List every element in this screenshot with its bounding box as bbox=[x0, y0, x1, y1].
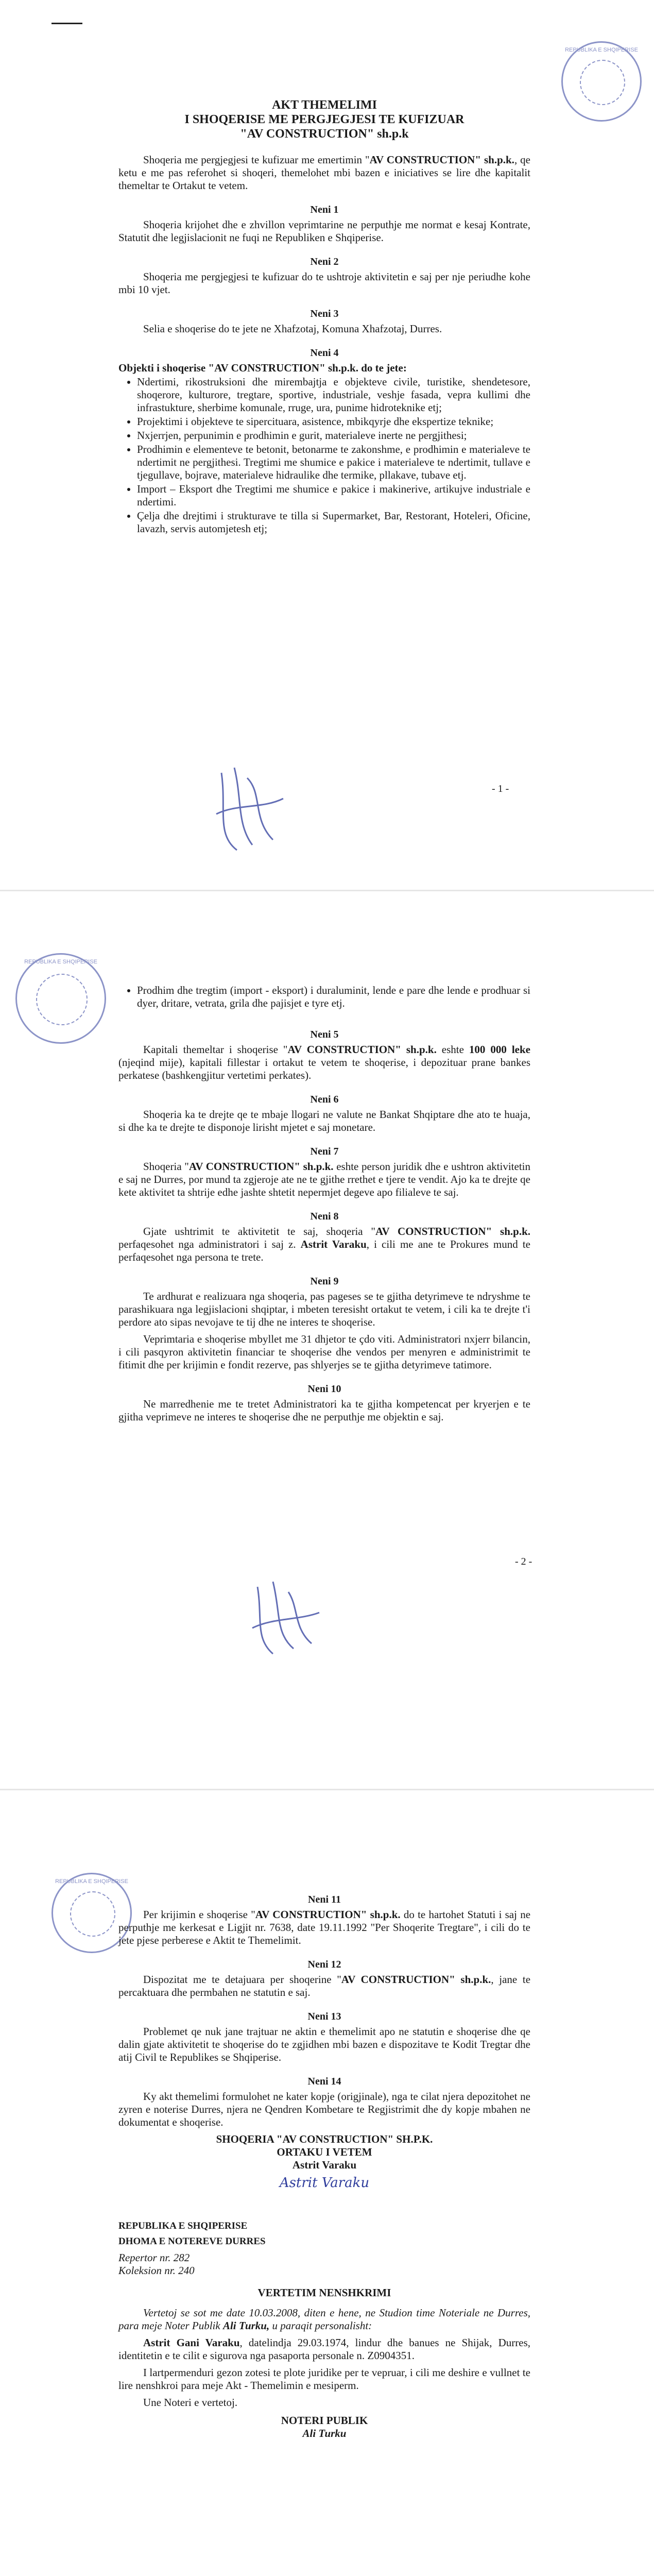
stamp-text: REPUBLIKA E SHQIPERISE bbox=[565, 47, 638, 53]
notary-name-inline: Ali Turku, bbox=[222, 2319, 270, 2332]
neni-8-text-a: Gjate ushtrimit te aktivitetit te saj, shoqeria " bbox=[143, 1225, 376, 1238]
neni-9-paragraph-1: Te ardhurat e realizuara nga shoqeria, pas pageses se te gjitha detyrimeve te ndryshme te parashikuara nga legjislacioni shqiptar, i mbeten teresisht ortakut te vetem, i cili ka te drejte t'i perdore ato sipas nevojave te tij dhe ne interes te shoqerise. bbox=[118, 1290, 530, 1328]
page-3-body bbox=[118, 1893, 530, 2440]
neni-12-text bbox=[118, 1973, 530, 1999]
neni-7-text-a: Shoqeria " bbox=[143, 1160, 189, 1173]
neni-7-text bbox=[118, 1160, 530, 1199]
stamp-text: REPUBLIKA E SHQIPERISE bbox=[55, 1878, 128, 1885]
object-list bbox=[124, 376, 530, 535]
intro-paragraph bbox=[118, 154, 530, 192]
neni-4-heading: Objekti i shoqerise "AV CONSTRUCTION" sh.p.k. do te jete: bbox=[118, 362, 407, 374]
neni-1-text: Shoqeria krijohet dhe e zhvillon veprimtarine ne perputhje me normat e kesaj Kontrate, Statutit dhe legjislacionit ne fuqi ne Republiken e Shqiperise. bbox=[118, 218, 530, 244]
neni-10-text: Ne marredhenie me te tretet Administratori ka te gjitha kompetencat per kryerjen e te gjitha veprimeve ne interes te shoqerise dhe ne perputhje me objektin e saj. bbox=[118, 1398, 530, 1423]
page-number: - 1 - bbox=[492, 783, 509, 794]
capital-amount: 100 000 leke bbox=[469, 1043, 531, 1056]
neni-9-title: Neni 9 bbox=[310, 1276, 339, 1287]
neni-9-paragraph-2: Veprimtaria e shoqerise mbyllet me 31 dhjetor te çdo viti. Administratori nxjerr bilancin, i cili pasqyron aktivitetin financiar te shoqerise dhe vendos per menyren e administrimit te fitimit dhe per krijimin e fondit rezerve, pas shlyerjes se te gjitha detyrimeve tatimore. bbox=[118, 1333, 530, 1371]
list-item: • Prodhim dhe tregtim (import - eksport) i duraluminit, lende e pare dhe lende e prodhuar si dyer, dritare, vetrata, grila dhe pajisjet e tyre etj. bbox=[137, 984, 530, 1010]
doc-title-line-2: I SHOQERISE ME PERGJEGJESI TE KUFIZUAR bbox=[184, 113, 464, 126]
notary-header-2: DHOMA E NOTEREVE DURRES bbox=[118, 2236, 266, 2247]
vertetim-paragraph-3: I lartpermenduri gezon zotesi te plote juridike per te vepruar, i cili me deshire e vullnet te lire nenshkroi para meje Akt - Themelimin e mesiperm. bbox=[118, 2366, 530, 2392]
neni-13-title: Neni 13 bbox=[307, 2011, 341, 2022]
repertor-number: Repertor nr. 282 bbox=[118, 2251, 190, 2264]
neni-4-title: Neni 4 bbox=[310, 347, 339, 359]
list-item: • Projektimi i objekteve te sipercituara, asistence, mbikqyrje dhe ekspertize teknike; bbox=[137, 415, 530, 428]
neni-8-text bbox=[118, 1225, 530, 1264]
signature-icon bbox=[206, 762, 288, 855]
page-1-body bbox=[118, 98, 530, 536]
notary-name: Ali Turku bbox=[302, 2427, 347, 2439]
neni-12-text-b: , jane te percaktuara dhe permbahen ne statutin e saj. bbox=[118, 1973, 531, 1998]
document-page-3 bbox=[0, 1790, 654, 2576]
neni-6-text: Shoqeria ka te drejte qe te mbaje llogari ne valute ne Bankat Shqiptare dhe ato te huaja, si dhe ka te drejte te disponoje lirisht mjetet e saj monetare. bbox=[118, 1108, 530, 1133]
neni-3-title: Neni 3 bbox=[310, 308, 339, 319]
vertetim-text-c: , datelindja 29.03.1974, lindur dhe banues ne Shijak, Durres, identitetin e te cilit e sigurova nga pasaporta personale n. Z0904351. bbox=[118, 2336, 530, 2362]
neni-13-text: Problemet qe nuk jane trajtuar ne aktin e themelimit apo ne statutin e shoqerise dhe qe dalin gjate aktivitetit te shoqerise do te zgjidhen mbi bazen e dispozitave te Kodit Tregtar dhe atij Civil te Republikes se Shqiperise. bbox=[118, 2025, 530, 2063]
neni-14-text: Ky akt themelimi formulohet ne kater kopje (origjinale), nga te cilat njera depozitohet ne zyren e noterise Durres, njera ne Qendren Kombetare te Regjistrimit dhe dy kopje mbahen ne dokumentat e shoqerise. bbox=[118, 2090, 530, 2128]
neni-5-text bbox=[118, 1043, 530, 1082]
neni-2-title: Neni 2 bbox=[310, 256, 339, 267]
doc-title-line-3: "AV CONSTRUCTION" sh.p.k bbox=[240, 127, 409, 141]
page-number: - 2 - bbox=[515, 1556, 532, 1567]
notary-stamp-icon bbox=[15, 953, 106, 1044]
signature-icon bbox=[242, 1571, 324, 1659]
list-item: • Çelja dhe drejtimi i strukturave te tilla si Supermarket, Bar, Restorant, Hoteleri, Oficine, lavazh, servis automjetesh etj; bbox=[137, 510, 530, 535]
neni-3-text: Selia e shoqerise do te jete ne Xhafzotaj, Komuna Xhafzotaj, Durres. bbox=[143, 323, 442, 335]
object-list-continued bbox=[124, 984, 530, 1010]
company-name: AV CONSTRUCTION" sh.p.k. bbox=[255, 1908, 401, 1921]
list-item: • Nxjerrjen, perpunimin e prodhimin e gurit, materialeve inerte ne pergjithesi; bbox=[137, 429, 530, 442]
neni-11-text bbox=[118, 1908, 530, 1947]
signatory-role: ORTAKU I VETEM bbox=[277, 2146, 372, 2158]
person-name: Astrit Gani Varaku bbox=[143, 2336, 240, 2349]
neni-5-title: Neni 5 bbox=[310, 1029, 339, 1040]
company-name: AV CONSTRUCTION" sh.p.k. bbox=[369, 154, 514, 166]
handwritten-signature: Astrit Varaku bbox=[279, 2175, 370, 2191]
vertetim-paragraph-2 bbox=[118, 2336, 530, 2362]
neni-5-text-c: (njeqind mije), kapitali fillestar i ortakut te vetem te shoqerise, i depozituar prane bankes perkatese (bashkengjitur vertetimi perkates). bbox=[118, 1056, 530, 1081]
notary-title: NOTERI PUBLIK bbox=[281, 2414, 368, 2427]
neni-6-title: Neni 6 bbox=[310, 1094, 339, 1105]
top-dash-mark bbox=[51, 23, 82, 24]
vertetim-paragraph-1 bbox=[118, 2307, 530, 2332]
neni-8-title: Neni 8 bbox=[310, 1211, 339, 1222]
administrator-name: Astrit Varaku bbox=[300, 1238, 367, 1250]
neni-7-title: Neni 7 bbox=[310, 1146, 339, 1157]
neni-11-text-a: Per krijimin e shoqerise " bbox=[143, 1908, 255, 1921]
doc-title-line-1: AKT THEMELIMI bbox=[272, 98, 377, 112]
document-page-1 bbox=[0, 0, 654, 891]
list-item: • Ndertimi, rikostruksioni dhe mirembajtja e objekteve civile, turistike, shendetesore, shoqerore, kulturore, tregtare, sportive, industriale, veshje fasada, vepra kullimi dhe infrastukture, sherbime komunale, rruge, ura, punime hidroteknike etj; bbox=[137, 376, 530, 414]
vertetim-text-b: u paraqit personalisht: bbox=[269, 2319, 372, 2332]
company-name: AV CONSTRUCTION" sh.p.k. bbox=[375, 1225, 531, 1238]
intro-text-b: , qe ketu e me pas referohet si shoqeri, themelohet mbi bazen e iniciatives se lire dhe kapitalit themeltar te Ortakut te vetem. bbox=[118, 154, 530, 192]
vertetim-title: VERTETIM NENSHKRIMI bbox=[257, 2286, 391, 2299]
neni-5-text-a: Kapitali themeltar i shoqerise " bbox=[143, 1043, 288, 1056]
signatory-name: Astrit Varaku bbox=[292, 2159, 357, 2171]
neni-12-text-a: Dispozitat me te detajuara per shoqerine " bbox=[143, 1973, 341, 1986]
koleksion-number: Koleksion nr. 240 bbox=[118, 2264, 195, 2277]
stamp-text: REPUBLIKA E SHQIPERISE bbox=[24, 959, 97, 965]
signatory-company: SHOQERIA "AV CONSTRUCTION" SH.P.K. bbox=[216, 2133, 433, 2145]
neni-2-text: Shoqeria me pergjegjesi te kufizuar do te ushtroje aktivitetin e saj per nje periudhe kohe mbi 10 vjet. bbox=[118, 270, 530, 296]
neni-14-title: Neni 14 bbox=[307, 2076, 341, 2087]
list-item: • Prodhimin e elementeve te betonit, betonarme te zakonshme, e prodhimin e materialeve te ndertimit ne pergjithesi. Tregtimi me shumice e pakice i materialeve te ndertimit, tullave e tjegullave, bojrave, materialeve hidraulike dhe termike, pllakave, tubave etj. bbox=[137, 443, 530, 482]
neni-8-text-b: perfaqesohet nga administratori i saj z. bbox=[118, 1238, 301, 1250]
company-name: AV CONSTRUCTION" sh.p.k. bbox=[341, 1973, 491, 1986]
neni-5-text-b: eshte bbox=[436, 1043, 469, 1056]
company-name: AV CONSTRUCTION" sh.p.k. bbox=[287, 1043, 437, 1056]
neni-12-title: Neni 12 bbox=[307, 1959, 341, 1970]
document-page-2 bbox=[0, 891, 654, 1790]
neni-10-title: Neni 10 bbox=[307, 1383, 341, 1395]
neni-11-title: Neni 11 bbox=[308, 1894, 341, 1905]
page-2-body bbox=[118, 984, 530, 1428]
neni-8-text-c: , i cili me ane te Prokures mund te perfaqesohet nga persona te trete. bbox=[118, 1238, 530, 1263]
neni-7-text-b: eshte person juridik dhe e ushtron aktivitetin e saj ne Durres, por mund ta zgjeroje ate ne te gjithe rrethet e tjere te vendit. Ajo ka te drejte qe kete aktivitet ta shtrije edhe jashte shtetit nepermjet degeve apo filialeve te saj. bbox=[118, 1160, 531, 1198]
notary-header-1: REPUBLIKA E SHQIPERISE bbox=[118, 2221, 248, 2231]
list-item: • Import – Eksport dhe Tregtimi me shumice e pakice i makinerive, artikujve industriale e ndertimi. bbox=[137, 483, 530, 509]
vertetim-paragraph-4: Une Noteri e vertetoj. bbox=[143, 2396, 238, 2409]
intro-text-a: Shoqeria me pergjegjesi te kufizuar me emertimin " bbox=[143, 154, 370, 166]
vertetim-text-a: Vertetoj se sot me date 10.03.2008, diten e hene, ne Studion time Noteriale ne Durres, para meje Noter Publik bbox=[118, 2307, 530, 2332]
neni-11-text-b: do te hartohet Statuti i saj ne perputhje me kerkesat e Ligjit nr. 7638, date 19.11.1992 "Per Shoqerite Tregtare", i cili do te jete pjese perberese e Aktit te Themelimit. bbox=[118, 1908, 531, 1946]
neni-1-title: Neni 1 bbox=[310, 204, 339, 215]
notary-stamp-icon bbox=[561, 41, 642, 122]
company-name: AV CONSTRUCTION" sh.p.k. bbox=[188, 1160, 334, 1173]
